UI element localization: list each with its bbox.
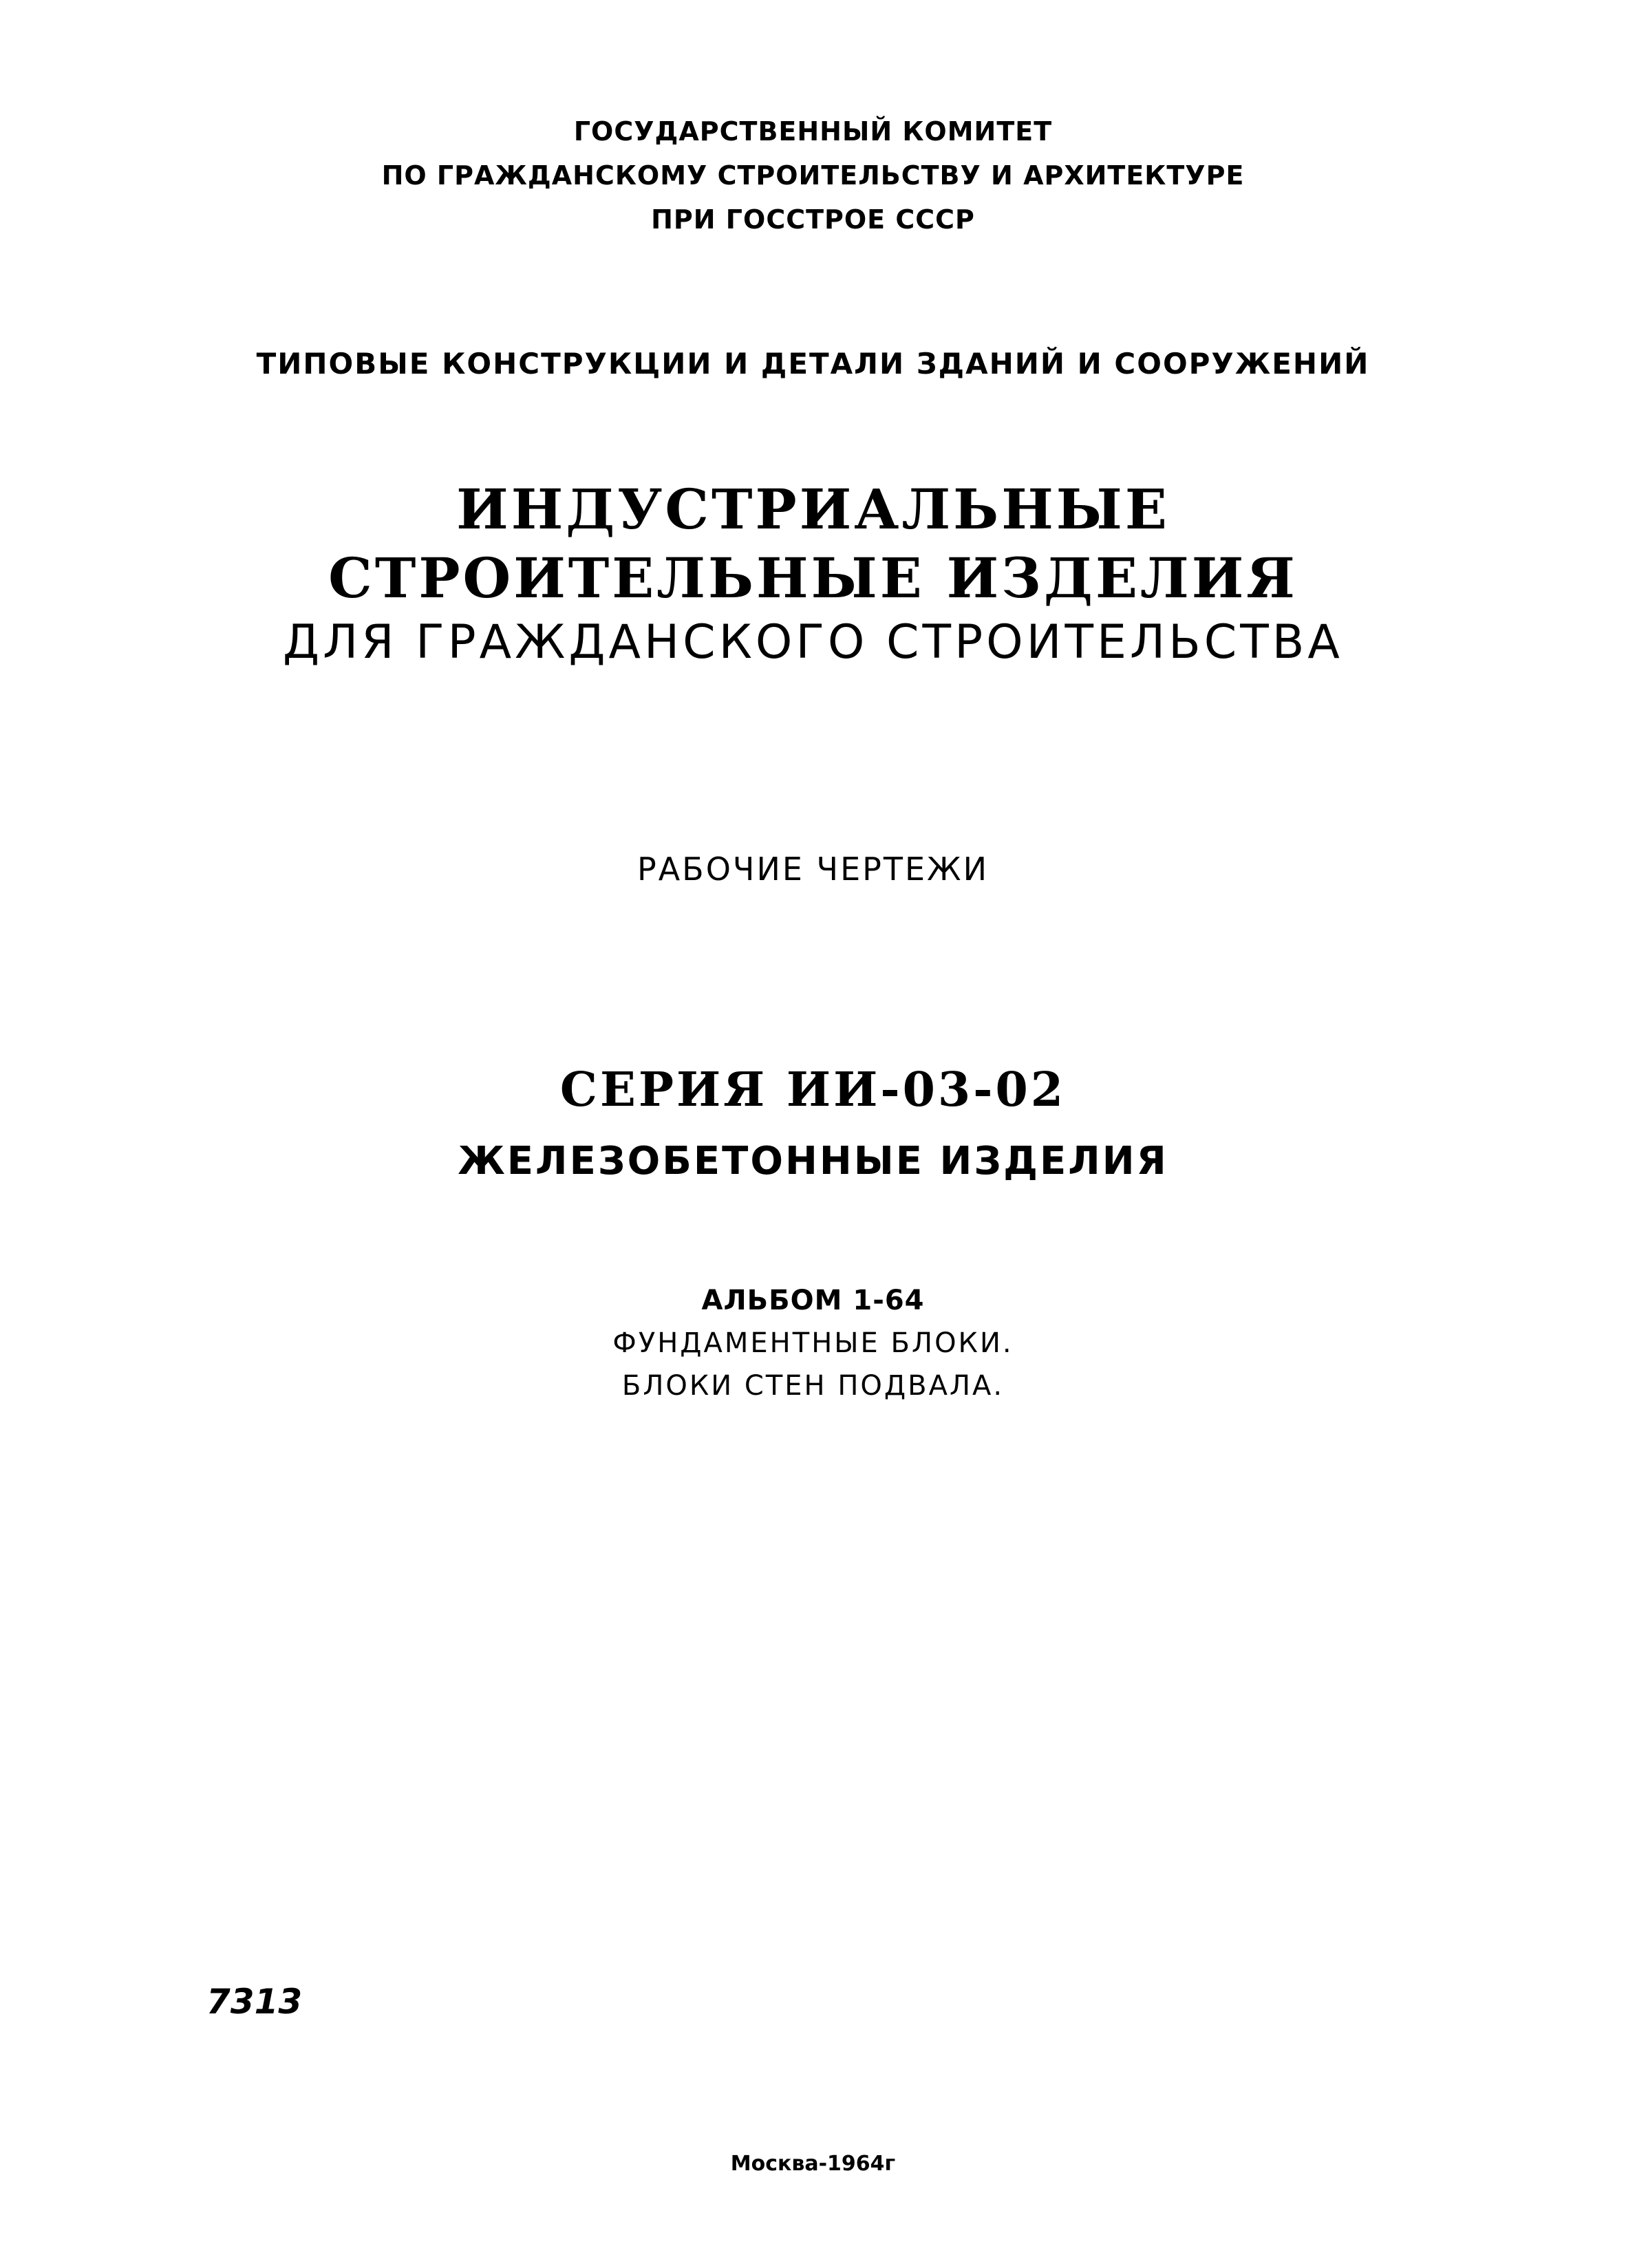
- document-code: 7313: [206, 1982, 303, 2022]
- main-title-line-2: СТРОИТЕЛЬНЫЕ ИЗДЕЛИЯ: [328, 546, 1298, 610]
- series-description: ЖЕЛЕЗОБЕТОННЫЕ ИЗДЕЛИЯ: [458, 1139, 1168, 1184]
- album-description-line-1: ФУНДАМЕНТНЫЕ БЛОКИ.: [612, 1327, 1014, 1359]
- album-number: АЛЬБОМ 1-64: [701, 1285, 925, 1316]
- header-committee-scope: ПО ГРАЖДАНСКОМУ СТРОИТЕЛЬСТВУ И АРХИТЕКТУРЕ: [381, 160, 1245, 191]
- series-heading: ТИПОВЫЕ КОНСТРУКЦИИ И ДЕТАЛИ ЗДАНИЙ И СООРУЖЕНИЙ: [256, 347, 1370, 381]
- imprint-city-year: Москва-1964г: [730, 2152, 896, 2176]
- main-title-line-1: ИНДУСТРИАЛЬНЫЕ: [456, 477, 1170, 542]
- main-title-line-3: ДЛЯ ГРАЖДАНСКОГО СТРОИТЕЛЬСТВА: [283, 615, 1343, 670]
- header-gosstroy: ПРИ ГОССТРОЕ СССР: [651, 204, 975, 235]
- album-description-line-2: БЛОКИ СТЕН ПОДВАЛА.: [621, 1370, 1005, 1402]
- subtitle-working-drawings: РАБОЧИЕ ЧЕРТЕЖИ: [637, 850, 989, 888]
- header-committee: ГОСУДАРСТВЕННЫЙ КОМИТЕТ: [573, 116, 1053, 147]
- series-name: СЕРИЯ ИИ-03-02: [559, 1062, 1067, 1117]
